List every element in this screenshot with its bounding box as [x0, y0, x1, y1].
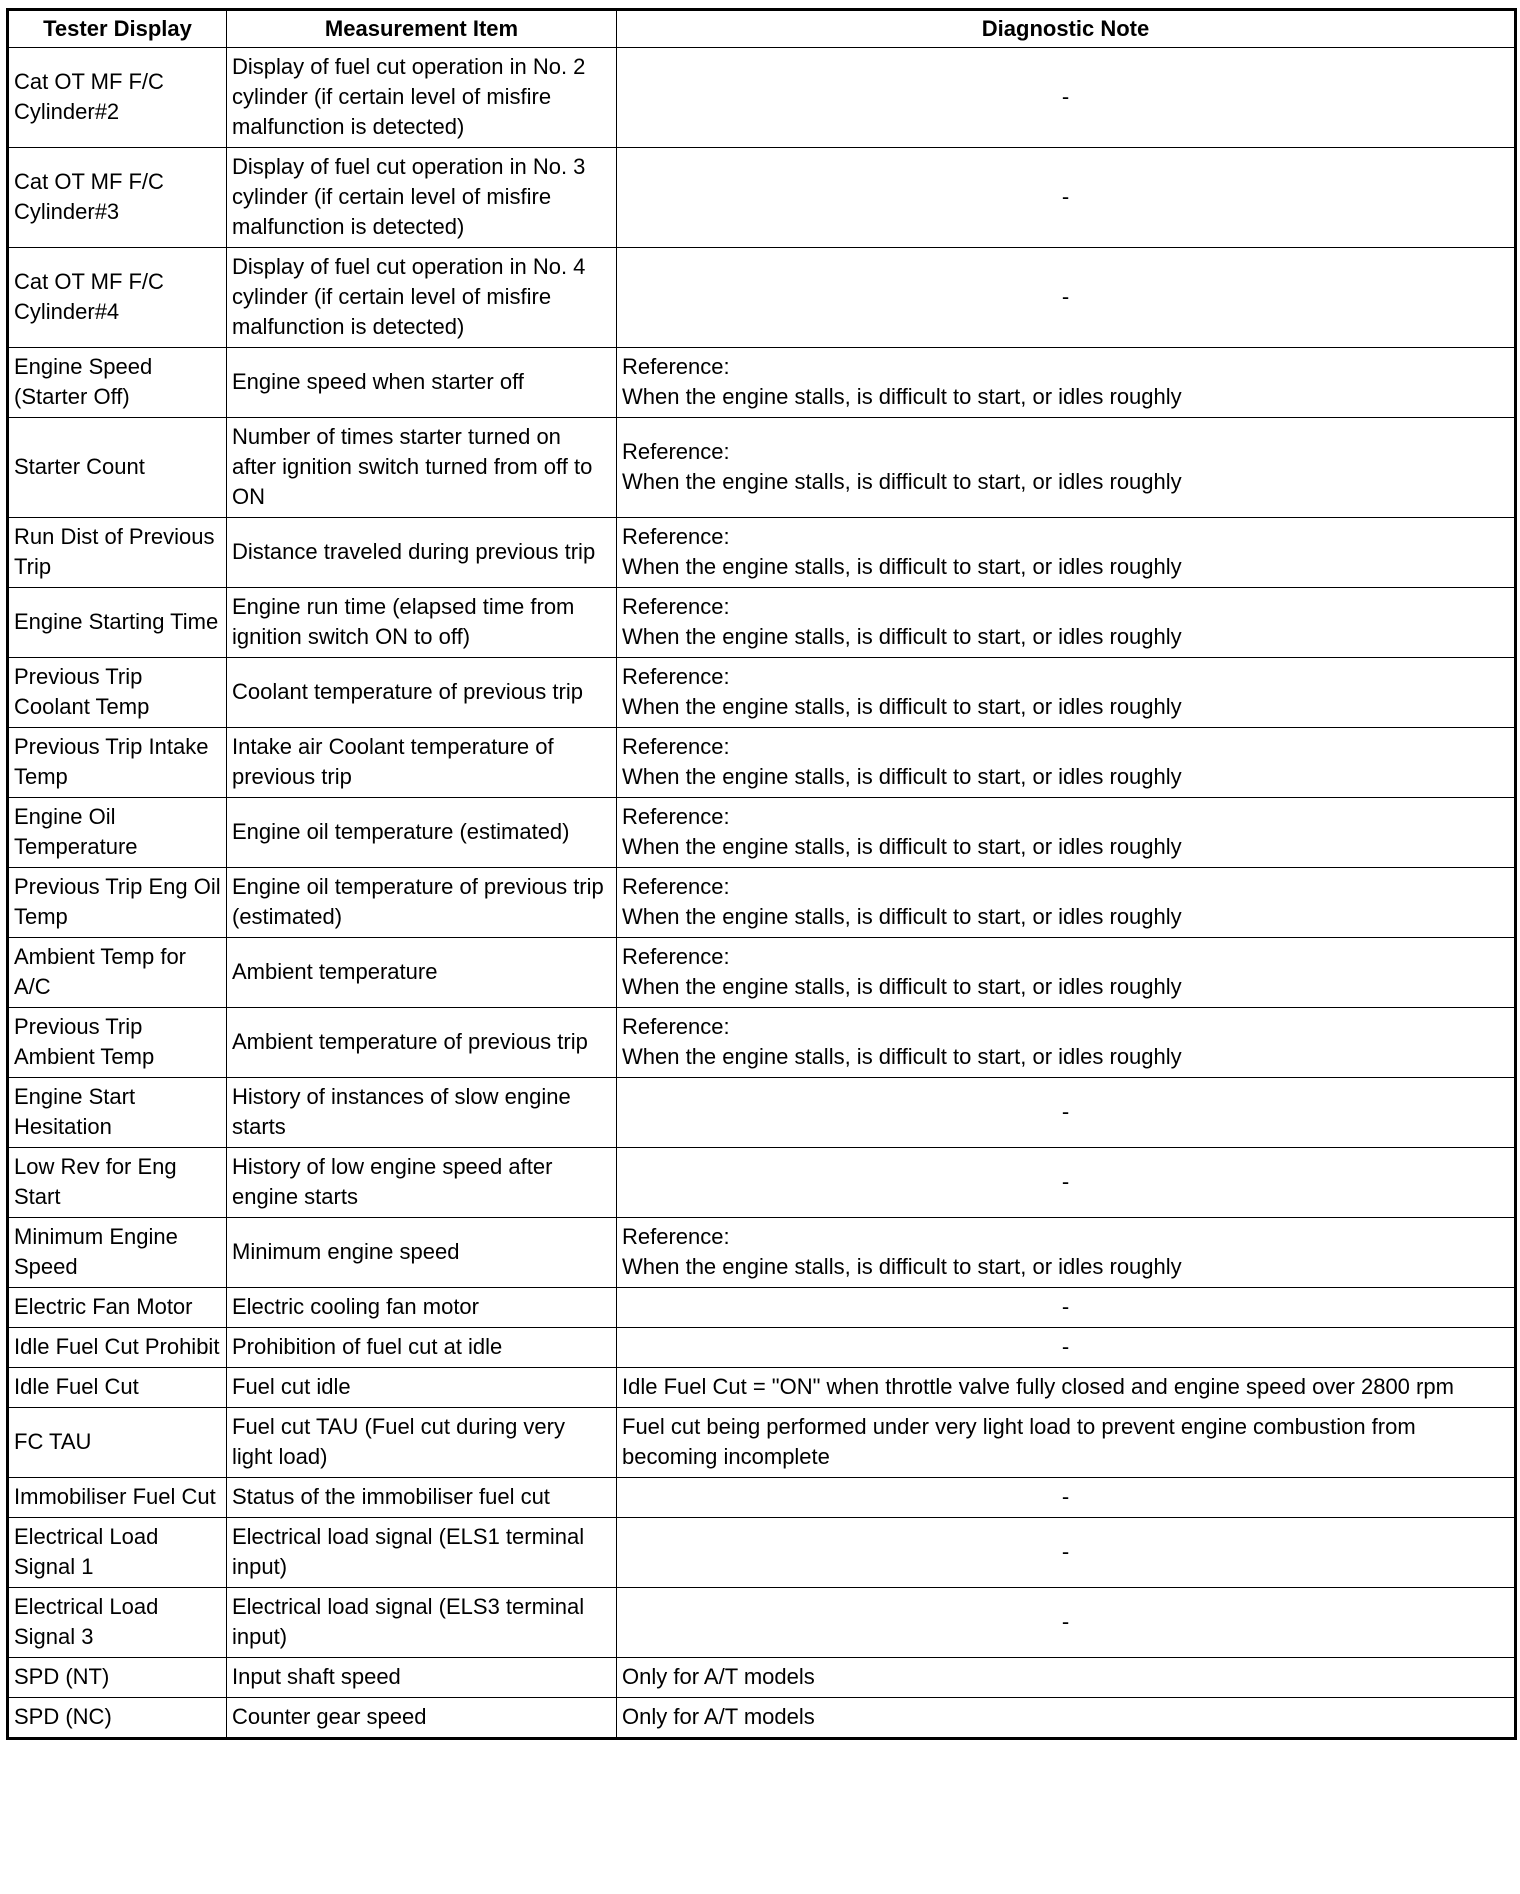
table-row: [8, 728, 1516, 798]
tester-display-cell: Starter Count: [8, 418, 227, 518]
measurement-item-cell: Status of the immobiliser fuel cut: [227, 1478, 617, 1518]
measurement-item-cell: Number of times starter turned on after ignition switch turned from off to ON: [227, 418, 617, 518]
tester-display-cell: Low Rev for Eng Start: [8, 1148, 227, 1218]
tester-display-cell: Cat OT MF F/C Cylinder#3: [8, 148, 227, 248]
measurement-item-cell: Display of fuel cut operation in No. 2 cylinder (if certain level of misfire malfunction is detected): [227, 48, 617, 148]
diagnostic-note-cell: -: [617, 1078, 1516, 1148]
table-row: [8, 1518, 1516, 1588]
tester-display-cell: Engine Oil Temperature: [8, 798, 227, 868]
table-row: [8, 248, 1516, 348]
table-row: [8, 1148, 1516, 1218]
diagnostic-note-cell: Reference: When the engine stalls, is difficult to start, or idles roughly: [617, 658, 1516, 728]
measurement-item-cell: Display of fuel cut operation in No. 3 cylinder (if certain level of misfire malfunction is detected): [227, 148, 617, 248]
tester-display-cell: Engine Speed (Starter Off): [8, 348, 227, 418]
data-list-table: [6, 8, 1517, 1740]
tester-display-cell: Idle Fuel Cut Prohibit: [8, 1328, 227, 1368]
table-row: [8, 1078, 1516, 1148]
tester-display-cell: Run Dist of Previous Trip: [8, 518, 227, 588]
tester-display-cell: SPD (NC): [8, 1698, 227, 1739]
diagnostic-note-cell: -: [617, 48, 1516, 148]
diagnostic-note-cell: Reference: When the engine stalls, is difficult to start, or idles roughly: [617, 588, 1516, 658]
table-row: [8, 1368, 1516, 1408]
diagnostic-note-cell: Idle Fuel Cut = "ON" when throttle valve fully closed and engine speed over 2800 rpm: [617, 1368, 1516, 1408]
table-row: [8, 1698, 1516, 1739]
measurement-item-cell: Display of fuel cut operation in No. 4 cylinder (if certain level of misfire malfunction is detected): [227, 248, 617, 348]
table-row: [8, 1588, 1516, 1658]
diagnostic-note-cell: -: [617, 1588, 1516, 1658]
tester-display-cell: Immobiliser Fuel Cut: [8, 1478, 227, 1518]
measurement-item-cell: Prohibition of fuel cut at idle: [227, 1328, 617, 1368]
table-row: [8, 348, 1516, 418]
measurement-item-cell: Intake air Coolant temperature of previous trip: [227, 728, 617, 798]
measurement-item-cell: Engine speed when starter off: [227, 348, 617, 418]
diagnostic-note-cell: -: [617, 1518, 1516, 1588]
tester-display-cell: Ambient Temp for A/C: [8, 938, 227, 1008]
table-row: [8, 1408, 1516, 1478]
diagnostic-note-cell: -: [617, 148, 1516, 248]
diagnostic-note-cell: Fuel cut being performed under very light load to prevent engine combustion from becoming incomplete: [617, 1408, 1516, 1478]
header-row: [8, 10, 1516, 48]
header-tester-display: Tester Display: [8, 10, 227, 48]
measurement-item-cell: Fuel cut idle: [227, 1368, 617, 1408]
tester-display-cell: Engine Starting Time: [8, 588, 227, 658]
tester-display-cell: Cat OT MF F/C Cylinder#2: [8, 48, 227, 148]
diagnostic-note-cell: Reference: When the engine stalls, is difficult to start, or idles roughly: [617, 868, 1516, 938]
diagnostic-note-cell: -: [617, 1288, 1516, 1328]
table-row: [8, 418, 1516, 518]
diagnostic-note-cell: Reference: When the engine stalls, is difficult to start, or idles roughly: [617, 348, 1516, 418]
measurement-item-cell: Ambient temperature: [227, 938, 617, 1008]
diagnostic-note-cell: Only for A/T models: [617, 1658, 1516, 1698]
tester-display-cell: Previous Trip Intake Temp: [8, 728, 227, 798]
table-row: [8, 658, 1516, 728]
tester-display-cell: Previous Trip Coolant Temp: [8, 658, 227, 728]
table-row: [8, 938, 1516, 1008]
table-row: [8, 518, 1516, 588]
diagnostic-note-cell: -: [617, 1148, 1516, 1218]
table-row: [8, 868, 1516, 938]
table-row: [8, 1478, 1516, 1518]
measurement-item-cell: Distance traveled during previous trip: [227, 518, 617, 588]
tester-display-cell: Electrical Load Signal 3: [8, 1588, 227, 1658]
tester-display-cell: Previous Trip Eng Oil Temp: [8, 868, 227, 938]
tester-display-cell: Electric Fan Motor: [8, 1288, 227, 1328]
measurement-item-cell: Coolant temperature of previous trip: [227, 658, 617, 728]
table-row: [8, 1008, 1516, 1078]
tester-display-cell: Cat OT MF F/C Cylinder#4: [8, 248, 227, 348]
table-row: [8, 588, 1516, 658]
diagnostic-note-cell: Reference: When the engine stalls, is difficult to start, or idles roughly: [617, 1008, 1516, 1078]
measurement-item-cell: Ambient temperature of previous trip: [227, 1008, 617, 1078]
measurement-item-cell: Engine run time (elapsed time from ignition switch ON to off): [227, 588, 617, 658]
measurement-item-cell: Engine oil temperature (estimated): [227, 798, 617, 868]
diagnostic-note-cell: -: [617, 1478, 1516, 1518]
tester-display-cell: Electrical Load Signal 1: [8, 1518, 227, 1588]
diagnostic-note-cell: -: [617, 248, 1516, 348]
diagnostic-note-cell: Reference: When the engine stalls, is difficult to start, or idles roughly: [617, 518, 1516, 588]
diagnostic-note-cell: -: [617, 1328, 1516, 1368]
diagnostic-note-cell: Reference: When the engine stalls, is difficult to start, or idles roughly: [617, 798, 1516, 868]
measurement-item-cell: Electric cooling fan motor: [227, 1288, 617, 1328]
tester-display-cell: SPD (NT): [8, 1658, 227, 1698]
measurement-item-cell: Minimum engine speed: [227, 1218, 617, 1288]
measurement-item-cell: Counter gear speed: [227, 1698, 617, 1739]
tester-display-cell: Minimum Engine Speed: [8, 1218, 227, 1288]
diagnostic-note-cell: Reference: When the engine stalls, is difficult to start, or idles roughly: [617, 418, 1516, 518]
diagnostic-note-cell: Reference: When the engine stalls, is difficult to start, or idles roughly: [617, 728, 1516, 798]
header-diagnostic-note: Diagnostic Note: [617, 10, 1516, 48]
table-row: [8, 1218, 1516, 1288]
diagnostic-note-cell: Reference: When the engine stalls, is difficult to start, or idles roughly: [617, 938, 1516, 1008]
header-measurement-item: Measurement Item: [227, 10, 617, 48]
measurement-item-cell: Engine oil temperature of previous trip (estimated): [227, 868, 617, 938]
diagnostic-note-cell: Reference: When the engine stalls, is difficult to start, or idles roughly: [617, 1218, 1516, 1288]
tester-display-cell: Previous Trip Ambient Temp: [8, 1008, 227, 1078]
tester-display-cell: Idle Fuel Cut: [8, 1368, 227, 1408]
measurement-item-cell: Electrical load signal (ELS1 terminal input): [227, 1518, 617, 1588]
measurement-item-cell: History of instances of slow engine starts: [227, 1078, 617, 1148]
table-row: [8, 48, 1516, 148]
table-row: [8, 798, 1516, 868]
measurement-item-cell: Fuel cut TAU (Fuel cut during very light load): [227, 1408, 617, 1478]
measurement-item-cell: Electrical load signal (ELS3 terminal input): [227, 1588, 617, 1658]
measurement-item-cell: History of low engine speed after engine starts: [227, 1148, 617, 1218]
diagnostic-note-cell: Only for A/T models: [617, 1698, 1516, 1739]
table-row: [8, 1288, 1516, 1328]
table-body: [8, 48, 1516, 1739]
tester-display-cell: FC TAU: [8, 1408, 227, 1478]
measurement-item-cell: Input shaft speed: [227, 1658, 617, 1698]
tester-display-cell: Engine Start Hesitation: [8, 1078, 227, 1148]
table-row: [8, 1328, 1516, 1368]
table-row: [8, 148, 1516, 248]
table-row: [8, 1658, 1516, 1698]
